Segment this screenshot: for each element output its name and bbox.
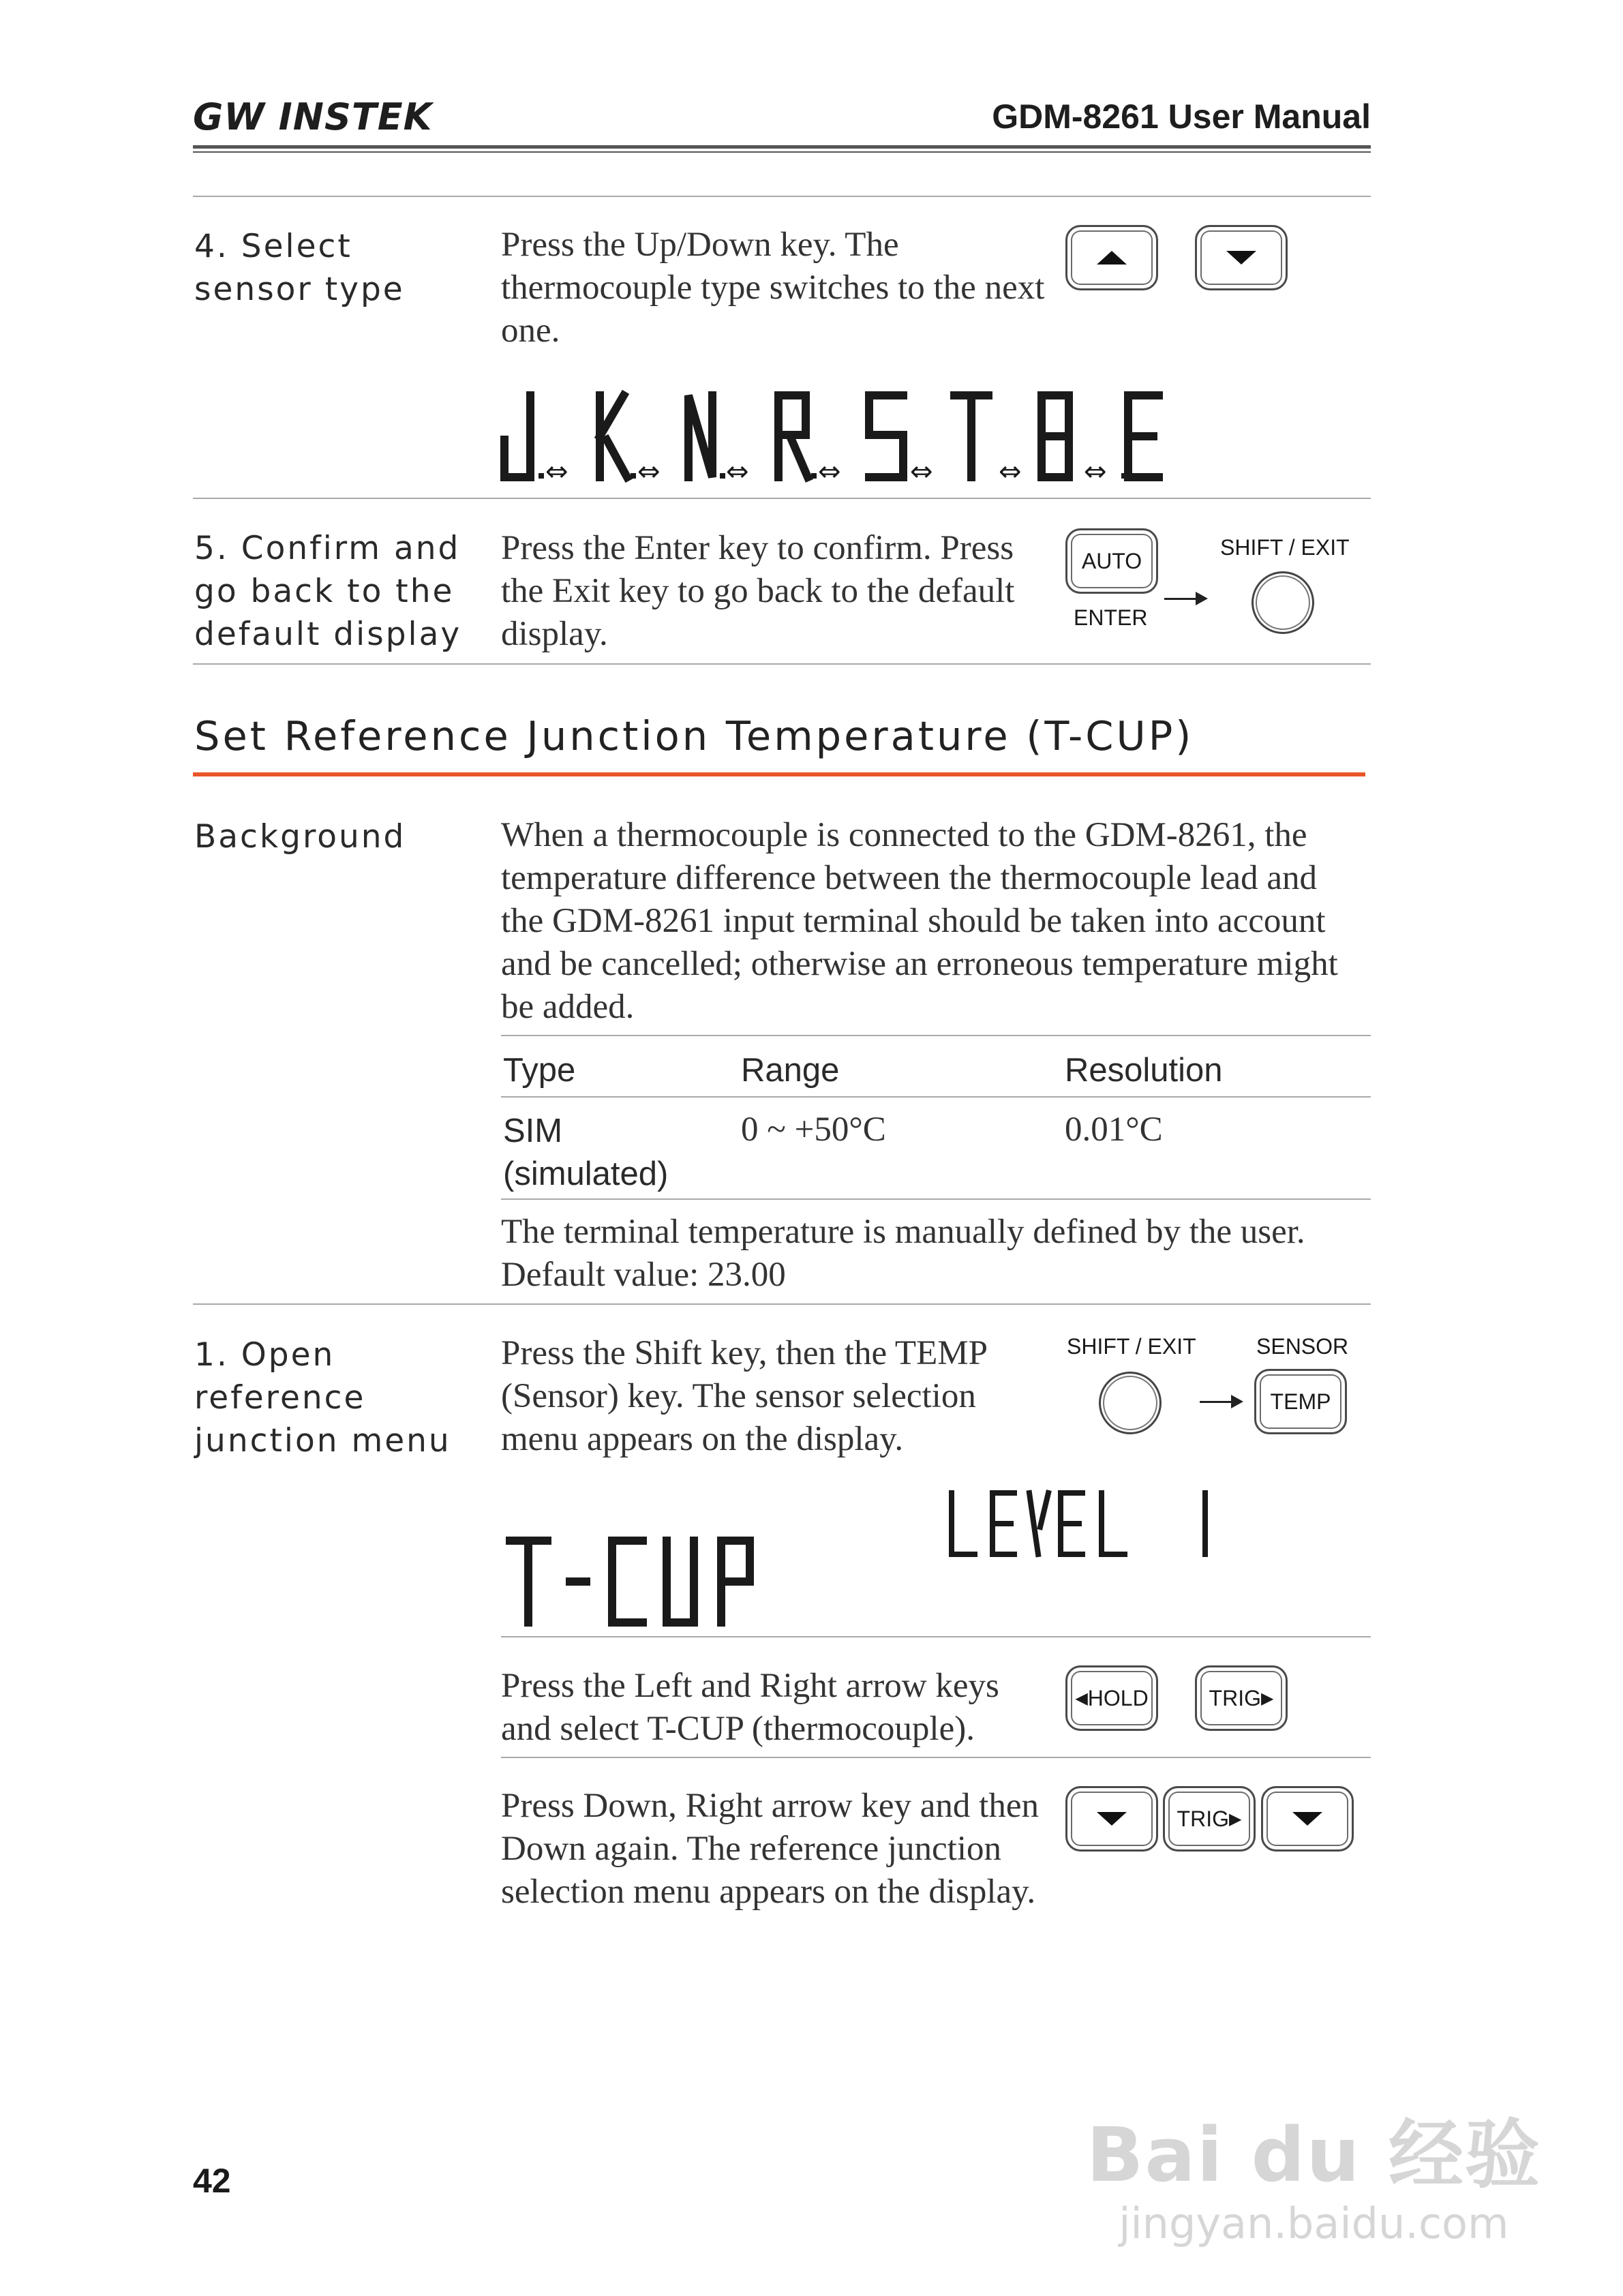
watermark xyxy=(1087,2095,1541,2248)
table-cell-type: SIM (simulated) xyxy=(503,1113,669,1192)
down-arrow-icon xyxy=(1292,1812,1322,1826)
auto-enter-key[interactable]: AUTO xyxy=(1065,528,1158,594)
lcd-glyph-e xyxy=(1061,1493,1082,1554)
divider xyxy=(193,1303,1371,1305)
lcd-glyph-n xyxy=(688,395,712,477)
down-key[interactable] xyxy=(1195,225,1288,290)
lcd-glyph-k xyxy=(600,395,627,477)
step4-label: 4. Select sensor type xyxy=(194,228,405,308)
lcd-arrow: ⇔ xyxy=(726,456,749,487)
table-header-resolution: Resolution xyxy=(1065,1052,1223,1089)
lcd-glyph-b xyxy=(1042,395,1069,477)
temp-key[interactable]: TEMP xyxy=(1254,1369,1347,1434)
down-arrow-icon xyxy=(1226,251,1256,265)
background-label: Background xyxy=(194,818,406,856)
watermark-url: jingyan.baidu.com xyxy=(1119,2199,1509,2248)
enter-label: ENTER xyxy=(1074,605,1148,630)
section-title-underline xyxy=(193,772,1365,776)
divider xyxy=(193,663,1371,665)
lcd-glyph-t xyxy=(954,395,988,477)
arrow-right-icon xyxy=(1164,598,1205,600)
watermark-logo: Bai du 经验 xyxy=(1086,2111,1541,2199)
divider xyxy=(501,1636,1371,1637)
step1-label: 1. Open reference junction menu xyxy=(194,1336,451,1460)
trig-key-label: TRIG xyxy=(1209,1685,1261,1710)
table-cell-resolution: 0.01°C xyxy=(1065,1111,1163,1149)
lcd-arrow: ⇔ xyxy=(818,456,841,487)
hold-left-key[interactable] xyxy=(1065,1665,1158,1731)
trig-right-key[interactable] xyxy=(1195,1665,1288,1731)
down-arrow-icon xyxy=(1097,1812,1127,1826)
lcd-glyph-j xyxy=(504,395,530,477)
down-key[interactable] xyxy=(1065,1786,1158,1852)
brand-logo: GW INSTEK xyxy=(193,95,433,138)
lcd-glyph-r xyxy=(778,395,808,477)
divider xyxy=(193,196,1371,197)
shift-exit-label: SHIFT / EXIT xyxy=(1067,1334,1196,1359)
divider xyxy=(193,498,1371,499)
divider xyxy=(501,1035,1371,1036)
header-rule-thick xyxy=(193,145,1371,149)
lcd-glyph-t xyxy=(510,1541,547,1622)
section-title: Set Reference Junction Temperature (T-CUP) xyxy=(194,712,1194,759)
lcd-glyph-s xyxy=(869,395,903,477)
step4-text: Press the Up/Down key. The thermocouple type switches to the next one. xyxy=(501,226,1045,350)
lcd-glyph-e xyxy=(992,1493,1014,1554)
arrow-right-icon xyxy=(1200,1401,1241,1403)
sensor-type-sequence-display xyxy=(491,382,1377,498)
sensor-label: SENSOR xyxy=(1256,1334,1349,1359)
trig-key-label: TRIG xyxy=(1177,1806,1229,1831)
shift-exit-label: SHIFT / EXIT xyxy=(1220,535,1350,560)
step5-text: Press the Enter key to confirm. Press the Exit key to go back to the default display. xyxy=(501,529,1015,653)
table-cell-range: 0 ~ +50°C xyxy=(741,1111,886,1149)
lcd-arrow: ⇔ xyxy=(910,456,933,487)
table-header-range: Range xyxy=(741,1052,840,1089)
manual-title: GDM-8261 User Manual xyxy=(992,97,1371,136)
left-arrow-icon: ◀ xyxy=(1075,1689,1088,1708)
background-note: The terminal temperature is manually defined by the user. Default value: 23.00 xyxy=(501,1213,1305,1294)
lcd-glyph-l xyxy=(1102,1493,1125,1554)
step5-label: 5. Confirm and go back to the default display xyxy=(194,530,462,653)
lcd-glyph-u xyxy=(667,1541,694,1622)
lcd-glyph-c xyxy=(612,1541,643,1622)
step1-text: Press the Shift key, then the TEMP (Sensor) key. The sensor selection menu appears on the display. xyxy=(501,1334,987,1458)
lcd-arrow: ⇔ xyxy=(999,456,1022,487)
table-header-type: Type xyxy=(503,1052,576,1089)
hold-key-label: HOLD xyxy=(1087,1685,1149,1710)
lcd-glyph-l xyxy=(952,1493,975,1554)
divider xyxy=(501,1096,1371,1098)
lcd-arrow: ⇔ xyxy=(545,456,568,487)
shift-key[interactable] xyxy=(1099,1372,1162,1434)
lcd-arrow: ⇔ xyxy=(1084,456,1107,487)
lcd-glyph-p xyxy=(721,1541,750,1622)
right-arrow-icon: ▶ xyxy=(1260,1689,1274,1708)
lcd-glyph-e xyxy=(1128,395,1159,477)
t-cup-display xyxy=(496,1486,1246,1636)
divider xyxy=(501,1198,1371,1200)
header-rule-thin xyxy=(193,151,1371,153)
up-key[interactable] xyxy=(1065,225,1158,290)
right-arrow-icon: ▶ xyxy=(1228,1809,1242,1828)
lcd-arrow: ⇔ xyxy=(637,456,661,487)
divider xyxy=(501,1757,1371,1758)
step1-text2: Press the Left and Right arrow keys and select T-CUP (thermocouple). xyxy=(501,1667,999,1748)
page-number: 42 xyxy=(193,2162,231,2200)
shift-exit-key[interactable] xyxy=(1252,571,1314,634)
trig-right-key[interactable] xyxy=(1163,1786,1256,1852)
lcd-glyph-v xyxy=(1029,1493,1048,1554)
background-text: When a thermocouple is connected to the GDM-8261, the temperature difference between the thermocouple lead and the GDM-8261 input terminal should be taken into account and be cancelled; otherwise an erroneous temperature might be added. xyxy=(501,816,1338,1026)
step1-text3: Press Down, Right arrow key and then Down again. The reference junction selection menu appears on the display. xyxy=(501,1787,1039,1911)
down-key[interactable] xyxy=(1261,1786,1354,1852)
up-arrow-icon xyxy=(1097,251,1127,265)
